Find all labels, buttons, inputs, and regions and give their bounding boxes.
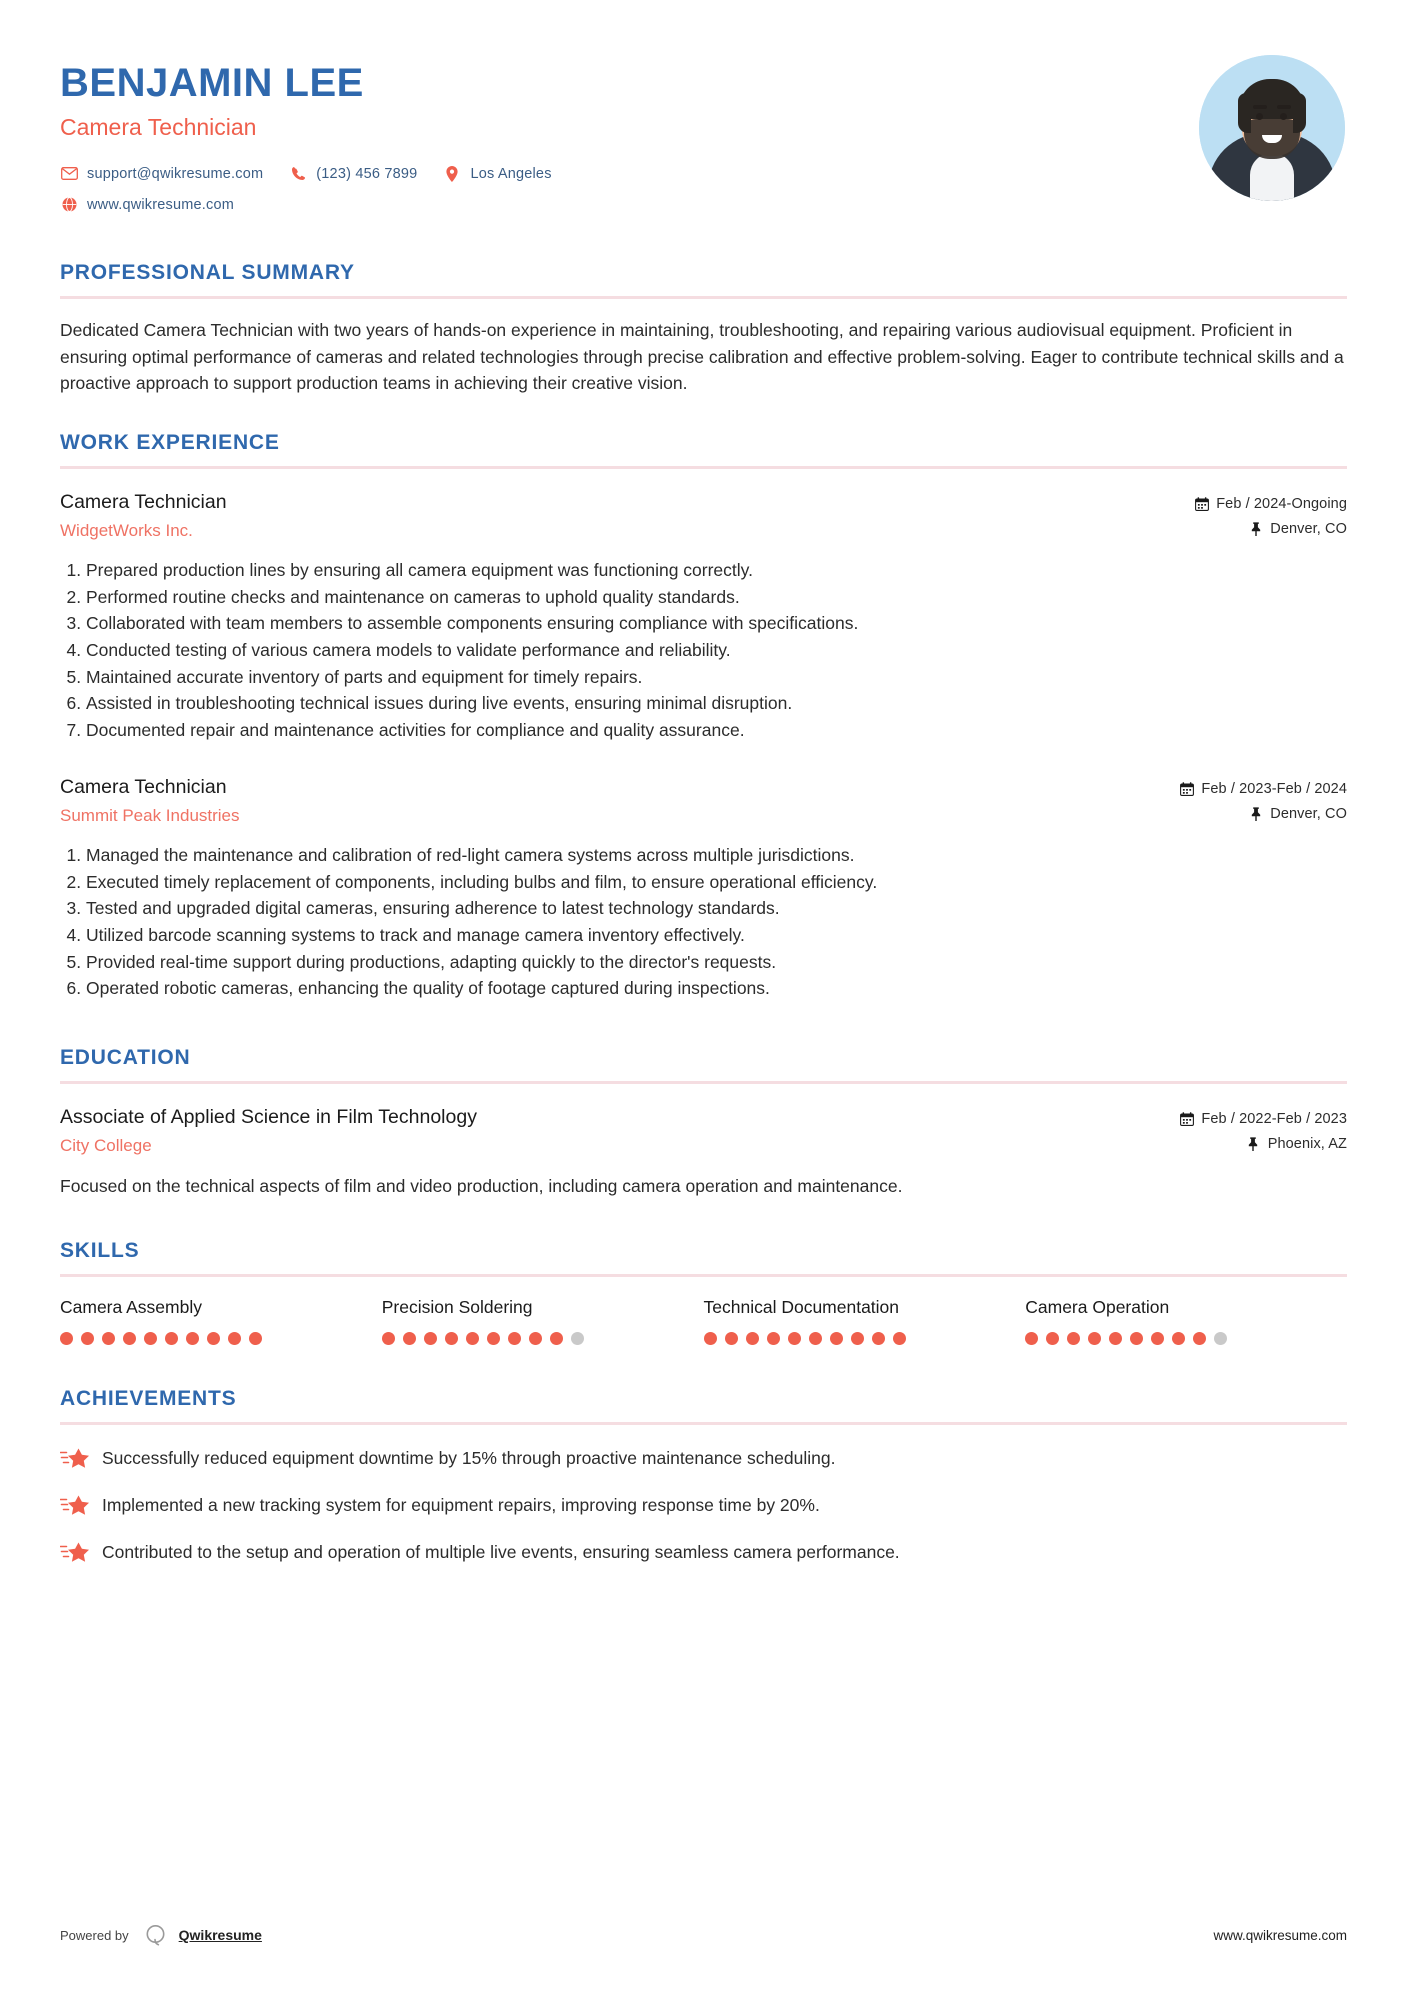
- rating-dot-empty: [571, 1332, 584, 1345]
- rating-dot-filled: [809, 1332, 822, 1345]
- rating-dot-filled: [1172, 1332, 1185, 1345]
- education-description: Focused on the technical aspects of film and video production, including camera operation and maintenance.: [60, 1176, 903, 1197]
- rating-dot-filled: [508, 1332, 521, 1345]
- experience-bullets: [60, 843, 1347, 1002]
- shooting-star-icon: [60, 1492, 90, 1518]
- rating-dot-filled: [445, 1332, 458, 1345]
- list-item: 2. Performed routine checks and maintenance on cameras to uphold quality standards.: [86, 585, 1347, 611]
- contact-website[interactable]: [60, 196, 234, 213]
- rating-dot-filled: [529, 1332, 542, 1345]
- list-item: 7. Documented repair and maintenance activities for compliance and quality assurance.: [86, 718, 1347, 744]
- skills-grid: [60, 1297, 1347, 1345]
- achievements-list: [60, 1445, 1347, 1565]
- contact-row-secondary: [60, 196, 578, 213]
- footer-url: www.qwikresume.com: [1213, 1927, 1347, 1943]
- rating-dot-filled: [144, 1332, 157, 1345]
- rating-dot-filled: [1025, 1332, 1038, 1345]
- rating-dot-filled: [1088, 1332, 1101, 1345]
- list-item: 4. Conducted testing of various camera models to validate performance and reliability.: [86, 638, 1347, 664]
- experience-location: [1127, 521, 1347, 537]
- pushpin-icon: [1246, 1137, 1261, 1152]
- rating-dot-filled: [382, 1332, 395, 1345]
- experience-bullets: [60, 558, 1347, 744]
- calendar-icon: [1179, 781, 1194, 796]
- page-title: BENJAMIN LEE: [60, 61, 364, 105]
- shooting-star-icon: [60, 1539, 90, 1565]
- section-work-experience: [60, 431, 1347, 1002]
- contact-phone[interactable]: [289, 165, 417, 182]
- section-education: [60, 1046, 1347, 1199]
- rating-dot-filled: [1151, 1332, 1164, 1345]
- section-title-skills: SKILLS: [60, 1239, 140, 1263]
- list-item: 1. Managed the maintenance and calibration of red-light camera systems across multiple jurisdictions.: [86, 843, 1347, 869]
- rating-dot-filled: [1109, 1332, 1122, 1345]
- pushpin-icon: [1248, 806, 1263, 821]
- achievement-text: Contributed to the setup and operation of multiple live events, ensuring seamless camera performance.: [102, 1542, 900, 1563]
- pushpin-icon: [1248, 521, 1263, 536]
- skill-item: [382, 1297, 704, 1345]
- rating-dot-filled: [725, 1332, 738, 1345]
- rating-dot-filled: [1193, 1332, 1206, 1345]
- contact-email[interactable]: [60, 165, 263, 182]
- experience-company: Summit Peak Industries: [60, 805, 240, 825]
- skill-label: Precision Soldering: [381, 1297, 533, 1318]
- section-divider: [60, 466, 1347, 469]
- section-title-education: EDUCATION: [60, 1046, 191, 1070]
- experience-date: [1127, 781, 1347, 797]
- experience-date-label: Feb / 2024-Ongoing: [1216, 495, 1347, 512]
- section-divider: [60, 296, 1347, 299]
- skill-rating-dots: [1025, 1332, 1347, 1345]
- rating-dot-filled: [403, 1332, 416, 1345]
- skill-item: [60, 1297, 382, 1345]
- qwikresume-logo-icon: [143, 1922, 169, 1948]
- shooting-star-icon: [60, 1445, 90, 1471]
- list-item: 2. Executed timely replacement of components, including bulbs and film, to ensure operational efficiency.: [86, 870, 1347, 896]
- experience-location: [1127, 806, 1347, 822]
- calendar-icon: [1179, 1112, 1194, 1127]
- calendar-icon: [1194, 496, 1209, 511]
- section-skills: [60, 1239, 1347, 1345]
- skill-item: [704, 1297, 1026, 1345]
- list-item: [60, 1492, 1347, 1518]
- skill-item: [1025, 1297, 1347, 1345]
- skill-label: Camera Assembly: [60, 1297, 202, 1318]
- rating-dot-filled: [466, 1332, 479, 1345]
- education-school: City College: [60, 1136, 152, 1156]
- section-divider: [60, 1274, 1347, 1277]
- section-divider: [60, 1422, 1347, 1425]
- section-title-achievements: ACHIEVEMENTS: [60, 1387, 237, 1411]
- summary-text: Dedicated Camera Technician with two years of hands-on experience in maintaining, troubleshooting, and repairing various audiovisual equipment. Proficient in ensuring optimal performance of cameras and related technologies through precise calibration and effective problem-solving. Eager to contribute technical skills and a proactive approach to support production teams in achieving their creative vision.: [60, 320, 1344, 394]
- experience-company: WidgetWorks Inc.: [60, 520, 193, 540]
- list-item: 3. Collaborated with team members to assemble components ensuring compliance with specifications.: [86, 611, 1347, 637]
- rating-dot-empty: [1214, 1332, 1227, 1345]
- location-pin-icon: [443, 165, 461, 182]
- contact-location: [443, 165, 551, 182]
- rating-dot-filled: [788, 1332, 801, 1345]
- rating-dot-filled: [165, 1332, 178, 1345]
- contact-details: [60, 165, 578, 213]
- rating-dot-filled: [872, 1332, 885, 1345]
- phone-icon: [289, 165, 307, 182]
- rating-dot-filled: [424, 1332, 437, 1345]
- rating-dot-filled: [704, 1332, 717, 1345]
- experience-location-label: Denver, CO: [1270, 520, 1347, 537]
- achievement-text: Implemented a new tracking system for equipment repairs, improving response time by 20%.: [102, 1495, 820, 1516]
- rating-dot-filled: [102, 1332, 115, 1345]
- rating-dot-filled: [1067, 1332, 1080, 1345]
- experience-role: Camera Technician: [60, 490, 227, 513]
- header-identity: [60, 55, 578, 227]
- job-title: Camera Technician: [60, 114, 257, 140]
- list-item: 4. Utilized barcode scanning systems to track and manage camera inventory effectively.: [86, 923, 1347, 949]
- section-professional-summary: [60, 261, 1347, 397]
- education-location: [1127, 1136, 1347, 1152]
- rating-dot-filled: [1130, 1332, 1143, 1345]
- list-item: 5. Maintained accurate inventory of parts and equipment for timely repairs.: [86, 665, 1347, 691]
- education-date: [1127, 1111, 1347, 1127]
- contact-row-primary: [60, 165, 578, 182]
- rating-dot-filled: [186, 1332, 199, 1345]
- contact-location-label: Los Angeles: [470, 165, 552, 182]
- skill-rating-dots: [382, 1332, 704, 1345]
- section-title-experience: WORK EXPERIENCE: [60, 430, 280, 454]
- education-degree: Associate of Applied Science in Film Technology: [60, 1106, 477, 1129]
- experience-role: Camera Technician: [60, 775, 227, 798]
- list-item: 6. Operated robotic cameras, enhancing the quality of footage captured during inspections.: [86, 976, 1347, 1002]
- contact-website-label: www.qwikresume.com: [87, 196, 235, 213]
- rating-dot-filled: [207, 1332, 220, 1345]
- list-item: 6. Assisted in troubleshooting technical issues during live events, ensuring minimal disruption.: [86, 691, 1347, 717]
- skill-label: Camera Operation: [1025, 1297, 1170, 1318]
- globe-icon: [60, 196, 78, 213]
- education-entry: [60, 1106, 1347, 1199]
- avatar: [1199, 55, 1345, 201]
- experience-entry: [60, 776, 1347, 1002]
- rating-dot-filled: [487, 1332, 500, 1345]
- section-divider: [60, 1081, 1347, 1084]
- page-footer: [60, 1922, 1347, 1948]
- rating-dot-filled: [228, 1332, 241, 1345]
- rating-dot-filled: [746, 1332, 759, 1345]
- skill-rating-dots: [60, 1332, 382, 1345]
- section-title-summary: PROFESSIONAL SUMMARY: [60, 261, 355, 284]
- education-location-label: Phoenix, AZ: [1267, 1136, 1347, 1153]
- experience-date: [1127, 496, 1347, 512]
- rating-dot-filled: [893, 1332, 906, 1345]
- list-item: 3. Tested and upgraded digital cameras, ensuring adherence to latest technology standards.: [86, 896, 1347, 922]
- resume-header: [60, 55, 1347, 227]
- section-achievements: [60, 1387, 1347, 1565]
- skill-rating-dots: [704, 1332, 1026, 1345]
- rating-dot-filled: [550, 1332, 563, 1345]
- contact-email-label: support@qwikresume.com: [87, 165, 264, 182]
- rating-dot-filled: [60, 1332, 73, 1345]
- experience-location-label: Denver, CO: [1270, 805, 1347, 822]
- achievement-text: Successfully reduced equipment downtime by 15% through proactive maintenance scheduling.: [102, 1448, 836, 1469]
- contact-phone-label: (123) 456 7899: [316, 165, 418, 182]
- rating-dot-filled: [123, 1332, 136, 1345]
- education-date-label: Feb / 2022-Feb / 2023: [1201, 1111, 1347, 1128]
- powered-by-label: Powered by: [60, 1927, 129, 1943]
- envelope-icon: [60, 165, 78, 182]
- list-item: 1. Prepared production lines by ensuring all camera equipment was functioning correctly.: [86, 558, 1347, 584]
- experience-date-label: Feb / 2023-Feb / 2024: [1201, 780, 1347, 797]
- list-item: [60, 1445, 1347, 1471]
- experience-entry: [60, 491, 1347, 744]
- rating-dot-filled: [830, 1332, 843, 1345]
- list-item: 5. Provided real-time support during productions, adapting quickly to the director's requests.: [86, 950, 1347, 976]
- rating-dot-filled: [81, 1332, 94, 1345]
- skill-label: Technical Documentation: [703, 1297, 900, 1318]
- rating-dot-filled: [851, 1332, 864, 1345]
- rating-dot-filled: [249, 1332, 262, 1345]
- rating-dot-filled: [767, 1332, 780, 1345]
- rating-dot-filled: [1046, 1332, 1059, 1345]
- qwikresume-link[interactable]: Qwikresume: [178, 1927, 262, 1943]
- list-item: [60, 1539, 1347, 1565]
